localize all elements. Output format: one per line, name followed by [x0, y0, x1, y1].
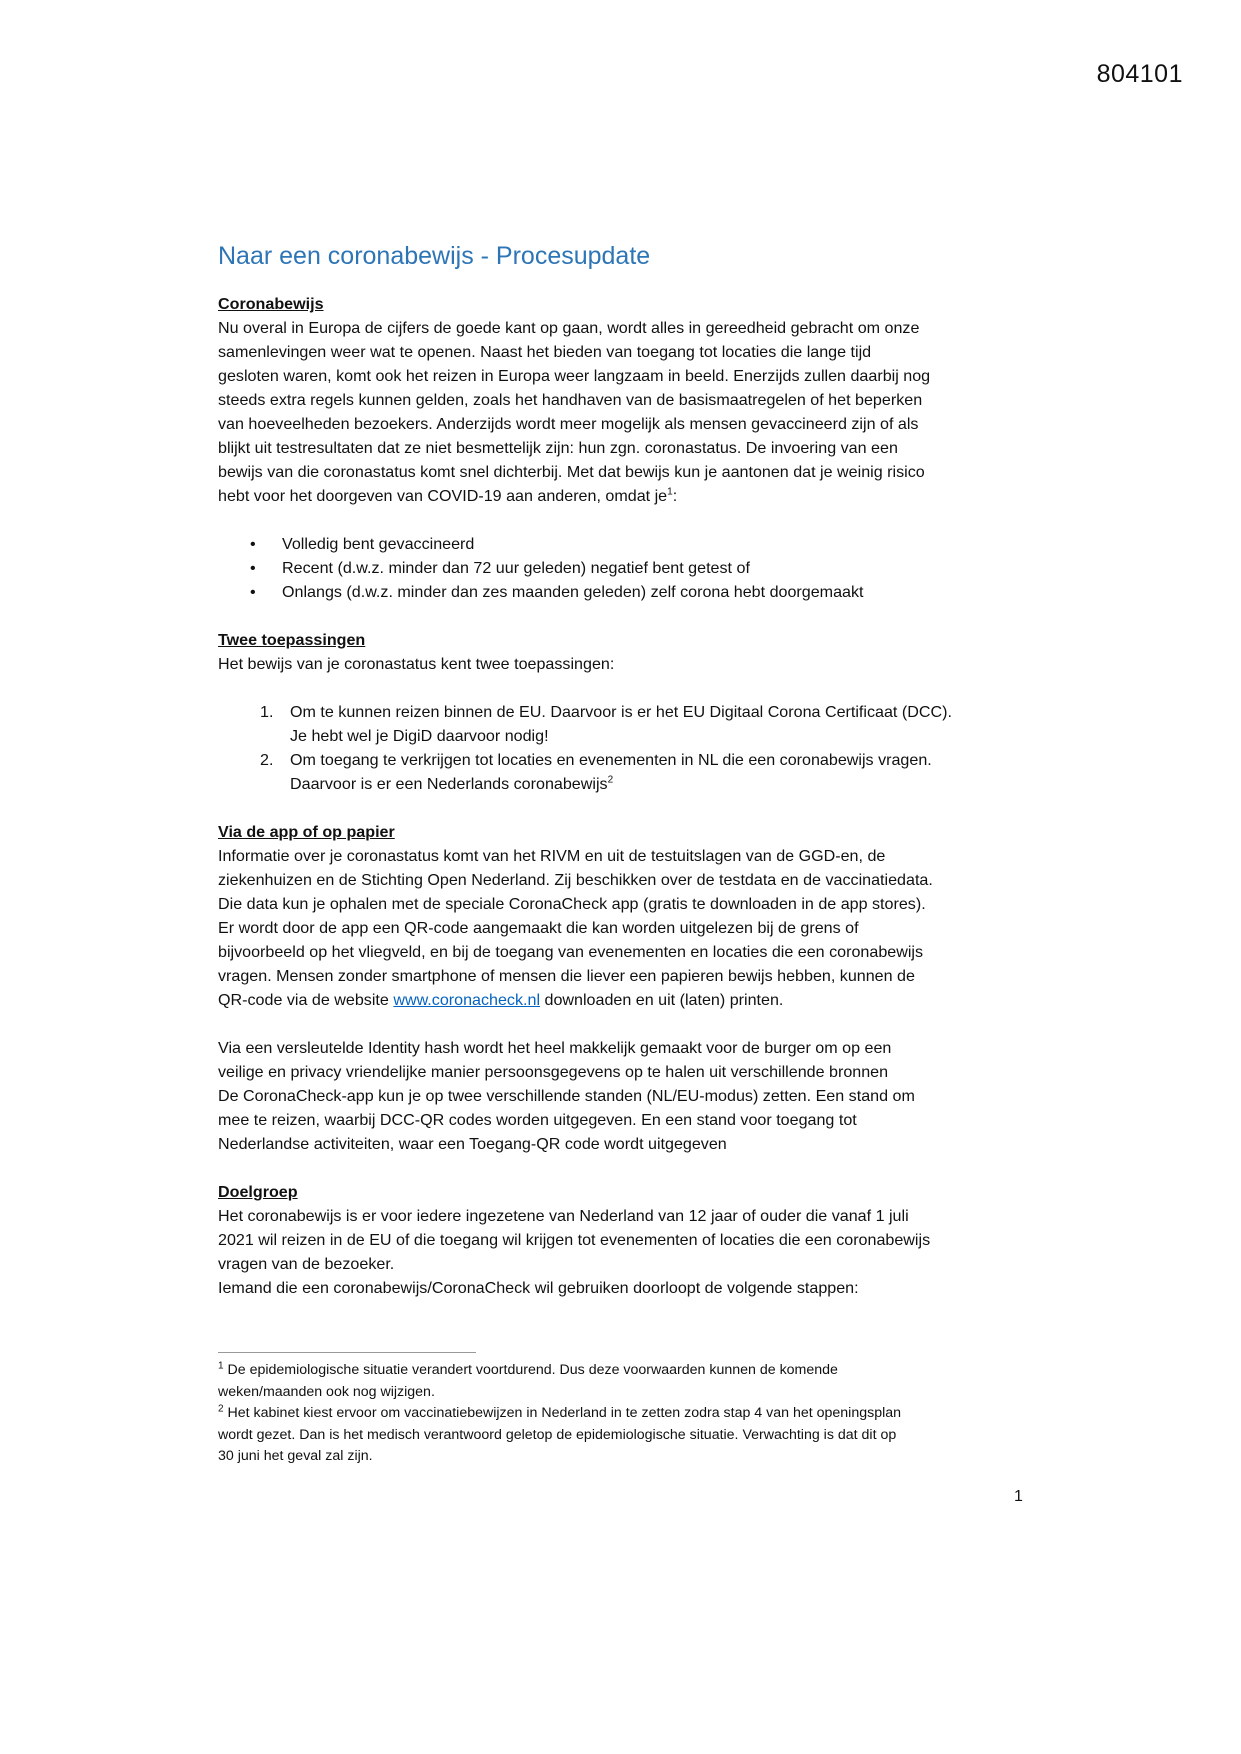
line-text: QR-code via de website — [218, 991, 394, 1009]
page-number: 1 — [1014, 1488, 1023, 1505]
paragraph-line: bijvoorbeeld op het vliegveld, en bij de toegang van evenementen en locaties die een coronabewijs — [218, 943, 924, 961]
paragraph-line: samenlevingen weer wat te openen. Naast het bieden van toegang tot locaties die lange tijd — [218, 343, 872, 361]
list-item-text: Je hebt wel je DigiD daarvoor nodig! — [290, 727, 549, 745]
paragraph-line: bewijs van die coronastatus komt snel dichterbij. Met dat bewijs kun je aantonen dat je weinig risico — [218, 463, 925, 481]
list-item-text: Om te kunnen reizen binnen de EU. Daarvoor is er het EU Digitaal Corona Certificaat (DCC). — [290, 703, 952, 721]
footnote-ref: 2 — [607, 774, 614, 786]
list-item — [260, 700, 1038, 748]
paragraph-line: vragen. Mensen zonder smartphone of mensen die liever een papieren bewijs hebben, kunnen de — [218, 967, 915, 985]
footnote-marker: 1 — [218, 1360, 224, 1372]
paragraph-line: ziekenhuizen en de Stichting Open Nederland. Zij beschikken over de testdata en de vaccinatiedata. — [218, 871, 933, 889]
list-item — [250, 556, 1038, 580]
paragraph-line: Nederlandse activiteiten, waar een Toegang-QR code wordt uitgegeven — [218, 1135, 727, 1153]
list-item — [260, 748, 1038, 796]
paragraph-line: Er wordt door de app een QR-code aangemaakt die kan worden uitgelezen bij de grens of — [218, 919, 859, 937]
footnote — [218, 1360, 1038, 1403]
line-text: Het kabinet kiest ervoor om vaccinatiebewijzen in Nederland in te zetten zodra stap 4 van het openingsplan — [223, 1405, 902, 1421]
line-text: De epidemiologische situatie verandert voortdurend. Dus deze voorwaarden kunnen de komende — [223, 1362, 838, 1378]
list-item-text — [290, 772, 1038, 796]
section-heading: Twee toepassingen — [218, 631, 366, 649]
line-text: downloaden en uit (laten) printen. — [540, 991, 784, 1009]
bullet-icon: • — [250, 583, 256, 601]
paragraph-line: steeds extra regels kunnen gelden, zoals het handhaven van de basismaatregelen of het beperken — [218, 391, 923, 409]
footnote-ref: 1 — [667, 486, 673, 498]
section-heading: Via de app of op papier — [218, 823, 395, 841]
coronacheck-link[interactable]: www.coronacheck.nl — [393, 991, 541, 1009]
list-number: 2. — [260, 751, 274, 769]
footnote-line — [218, 1360, 1038, 1382]
bullet-icon: • — [250, 535, 256, 553]
footnote-line: weken/maanden ook nog wijzigen. — [218, 1383, 435, 1400]
document-title: Naar een coronabewijs - Procesupdate — [218, 242, 651, 270]
paragraph-line: 2021 wil reizen in de EU of die toegang wil krijgen tot evenementen of locaties die een coronabewijs — [218, 1231, 931, 1249]
paragraph-line: mee te reizen, waarbij DCC-QR codes worden uitgegeven. En een stand voor toegang tot — [218, 1111, 857, 1129]
bullet-icon: • — [250, 559, 256, 577]
paragraph-line: De CoronaCheck-app kun je op twee verschillende standen (NL/EU-modus) zetten. Een stand om — [218, 1087, 915, 1105]
footnotes — [218, 1360, 1038, 1468]
line-text: Daarvoor is er een Nederlands coronabewijs — [290, 775, 608, 793]
list-item-text: Volledig bent gevaccineerd — [282, 535, 475, 553]
footnote-separator — [218, 1352, 476, 1353]
numbered-list — [218, 700, 1038, 796]
paragraph-line: van hoeveelheden bezoekers. Anderzijds wordt meer mogelijk als mensen gevaccineerd zijn of als — [218, 415, 919, 433]
line-text: : — [672, 487, 678, 505]
list-number: 1. — [260, 703, 274, 721]
section-heading: Doelgroep — [218, 1183, 298, 1201]
paragraph-line — [218, 988, 1038, 1012]
paragraph-line — [218, 484, 1038, 508]
section-doelgroep — [218, 1180, 1038, 1300]
paragraph-line: Nu overal in Europa de cijfers de goede kant op gaan, wordt alles in gereedheid gebracht om onze — [218, 319, 920, 337]
section-twee-toepassingen — [218, 628, 1038, 796]
list-item — [250, 580, 1038, 604]
list-item-text: Recent (d.w.z. minder dan 72 uur geleden) negatief bent getest of — [282, 559, 750, 577]
paragraph-line: Die data kun je ophalen met de speciale CoronaCheck app (gratis te downloaden in de app stores). — [218, 895, 926, 913]
footnote-line: 30 juni het geval zal zijn. — [218, 1448, 373, 1464]
list-item — [250, 532, 1038, 556]
footnote — [218, 1403, 1038, 1468]
paragraph-line: Via een versleutelde Identity hash wordt het heel makkelijk gemaakt voor de burger om op een — [218, 1039, 892, 1057]
paragraph-line: blijkt uit testresultaten dat ze niet besmettelijk zijn: hun zgn. coronastatus. De invoering van een — [218, 439, 898, 457]
section-coronabewijs — [218, 292, 1038, 604]
paragraph-line: Informatie over je coronastatus komt van het RIVM en uit de testuitslagen van de GGD-en, de — [218, 847, 886, 865]
list-item-text: Onlangs (d.w.z. minder dan zes maanden geleden) zelf corona hebt doorgemaakt — [282, 583, 864, 601]
bullet-list — [218, 532, 1038, 604]
paragraph-line: veilige en privacy vriendelijke manier persoonsgegevens op te halen uit verschillende bronnen — [218, 1063, 889, 1081]
footnote-marker: 2 — [218, 1403, 224, 1415]
footnote-line — [218, 1403, 1038, 1425]
line-text: hebt voor het doorgeven van COVID-19 aan anderen, omdat je — [218, 487, 668, 505]
paragraph-line: vragen van de bezoeker. — [218, 1255, 395, 1273]
paragraph-line: gesloten waren, komt ook het reizen in Europa weer langzaam in beeld. Enerzijds zullen daarbij nog — [218, 367, 931, 385]
paragraph-line: Iemand die een coronabewijs/CoronaCheck wil gebruiken doorloopt de volgende stappen: — [218, 1279, 859, 1297]
document-number: 804101 — [1096, 60, 1183, 88]
paragraph-line: Het bewijs van je coronastatus kent twee toepassingen: — [218, 655, 615, 673]
section-heading: Coronabewijs — [218, 295, 324, 313]
list-item-text: Om toegang te verkrijgen tot locaties en evenementen in NL die een coronabewijs vragen. — [290, 751, 932, 769]
paragraph-line: Het coronabewijs is er voor iedere ingezetene van Nederland van 12 jaar of ouder die vanaf 1 juli — [218, 1207, 909, 1225]
section-via-de-app — [218, 820, 1038, 1156]
footnote-line: wordt gezet. Dan is het medisch verantwoord geletop de epidemiologische situatie. Verwachting is dat dit op — [218, 1426, 897, 1443]
document-body — [218, 240, 1038, 1300]
